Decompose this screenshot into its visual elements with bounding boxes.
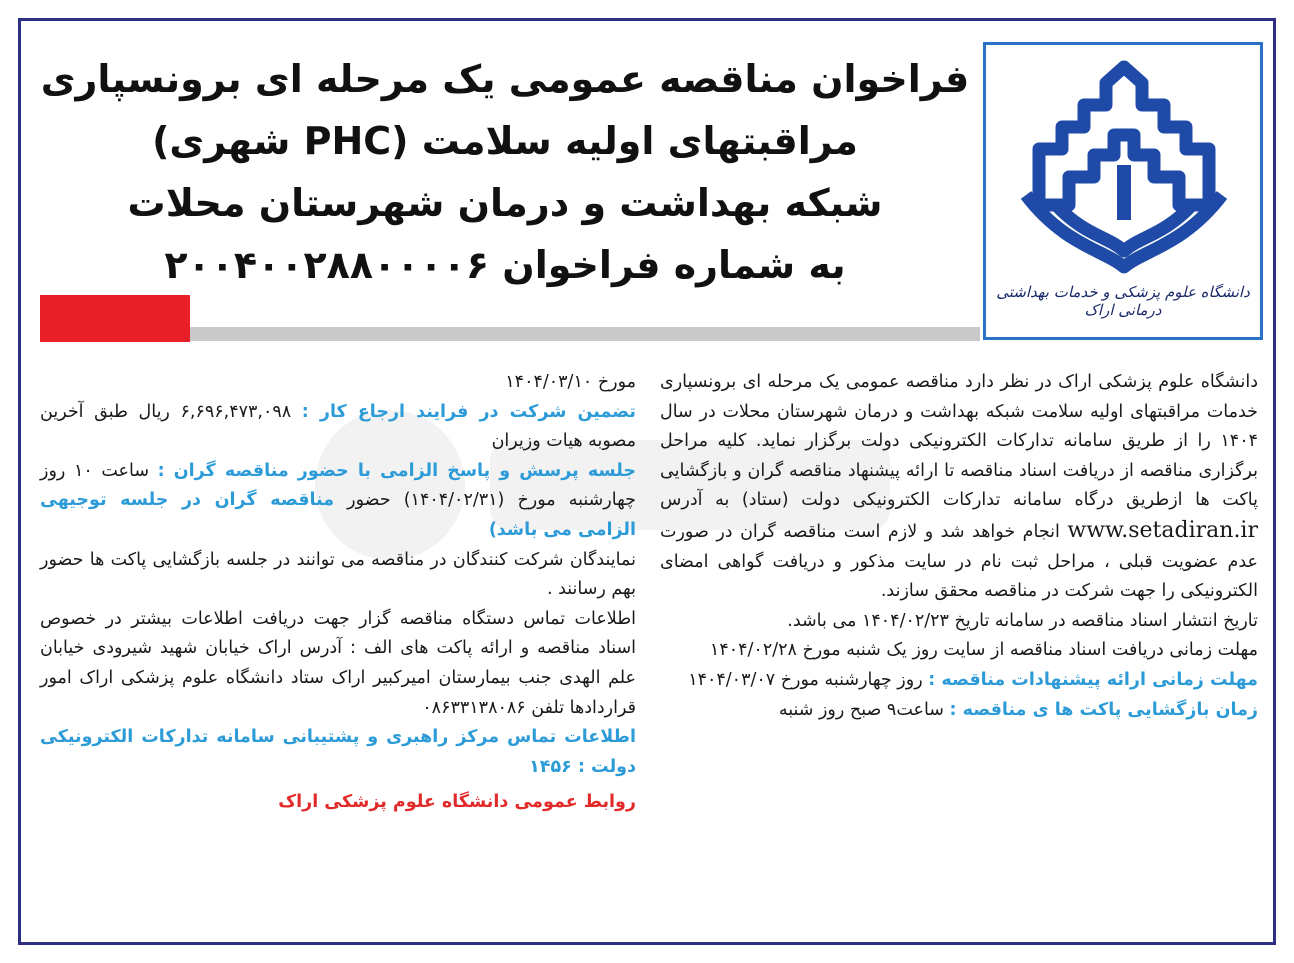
logo-caption: دانشگاه علوم پزشکی و خدمات بهداشتی درمانی اراک xyxy=(996,283,1250,319)
publish-date: تاریخ انتشار اسناد مناقصه در سامانه تاریخ ۱۴۰۴/۰۲/۲۳ می باشد. xyxy=(787,610,1258,631)
logo-box xyxy=(983,42,1263,340)
meeting-note: مناقصه گران در جلسه توجیهی الزامی می باشد) xyxy=(40,490,636,540)
setad-url-link[interactable]: www.setadiran.ir xyxy=(1067,517,1258,543)
notice-title xyxy=(40,48,970,296)
opening-date: مورخ ۱۴۰۴/۰۳/۱۰ xyxy=(505,372,636,392)
intro-text: دانشگاه علوم پزشکی اراک در نظر دارد مناقصه عمومی یک مرحله ای برونسپاری خدمات مراقبتهای اولیه سلامت شبکه بهداشت و درمان شهرستان محلات در سال ۱۴۰۴ را از طریق سامانه تدارکات الکترونیکی دولت برگزار نماید. کلیه مراحل برگزاری مناقصه از دریافت اسناد مناقصه تا ارائه پیشنهاد مناقصه گران و بازگشایی پاکت ها ازطریق درگاه سامانه تدارکات الکترونیکی دولت (ستاد) به آدرس xyxy=(660,372,1258,511)
right-column xyxy=(660,368,1258,725)
support-contact: اطلاعات تماس مرکز راهبری و پشتیبانی سامانه تدارکات الکترونیکی دولت : ۱۴۵۶ xyxy=(40,727,636,777)
docs-deadline: مهلت زمانی دریافت اسناد مناقصه از سایت روز یک شنبه مورخ ۱۴۰۴/۰۲/۲۸ xyxy=(709,640,1258,661)
gray-divider xyxy=(190,327,980,341)
opening-time-value: ساعت۹ صبح روز شنبه xyxy=(778,699,944,720)
submit-deadline-value: روز چهارشنبه مورخ ۱۴۰۴/۰۳/۰۷ xyxy=(688,669,923,690)
title-line-1: فراخوان مناقصه عمومی یک مرحله ای برونسپاری xyxy=(40,57,970,101)
guarantee-value: ۶,۶۹۶,۴۷۳,۰۹۸ ریال طبق آخرین مصوبه هیات وزیران xyxy=(40,401,636,452)
meeting-value: ساعت ۱۰ روز چهارشنبه مورخ (۱۴۰۴/۰۲/۳۱) حضور xyxy=(40,460,636,511)
title-line-3: شبکه بهداشت و درمان شهرستان محلات xyxy=(127,181,883,225)
opening-time-label: زمان بازگشایی پاکت ها ی مناقصه : xyxy=(949,699,1258,720)
representatives-text: نمایندگان شرکت کنندگان در مناقصه می توانند در جلسه بازگشایی پاکت ها حضور بهم رسانند . xyxy=(40,549,636,600)
meeting-label: جلسه پرسش و پاسخ الزامی با حضور مناقصه گران : xyxy=(157,460,636,481)
contact-info: اطلاعات تماس دستگاه مناقصه گزار جهت دریافت اطلاعات بیشتر در خصوص اسناد مناقصه و ارائه پاکت های الف : آدرس اراک خیابان شهید شیرودی خیابان علم الهدی جنب بیمارستان امیرکبیر اراک ستاد دانشگاه علوم پزشکی اراک امور قراردادها تلفن ۰۸۶۳۳۱۳۸۰۸۶ xyxy=(40,608,636,718)
intro-continued: انجام خواهد شد و لازم است مناقصه گران در صورت عدم عضویت قبلی ، مراحل ثبت نام در سایت مذکور و دریافت گواهی امضای الکترونیکی را جهت شرکت در مناقصه محقق سازند. xyxy=(660,521,1258,602)
signature: روابط عمومی دانشگاه علوم پزشکی اراک xyxy=(278,792,636,813)
submit-deadline-label: مهلت زمانی ارائه پیشنهادات مناقصه : xyxy=(928,669,1258,690)
title-line-2: مراقبتهای اولیه سلامت (PHC شهری) xyxy=(152,119,858,163)
red-accent-bar xyxy=(40,295,190,342)
guarantee-label: تضمین شرکت در فرایند ارجاع کار : xyxy=(301,401,636,422)
university-emblem-icon xyxy=(1004,55,1244,280)
title-line-4: به شماره فراخوان ۲۰۰۴۰۰۲۸۸۰۰۰۰۶ xyxy=(164,243,846,287)
left-column xyxy=(40,368,636,818)
